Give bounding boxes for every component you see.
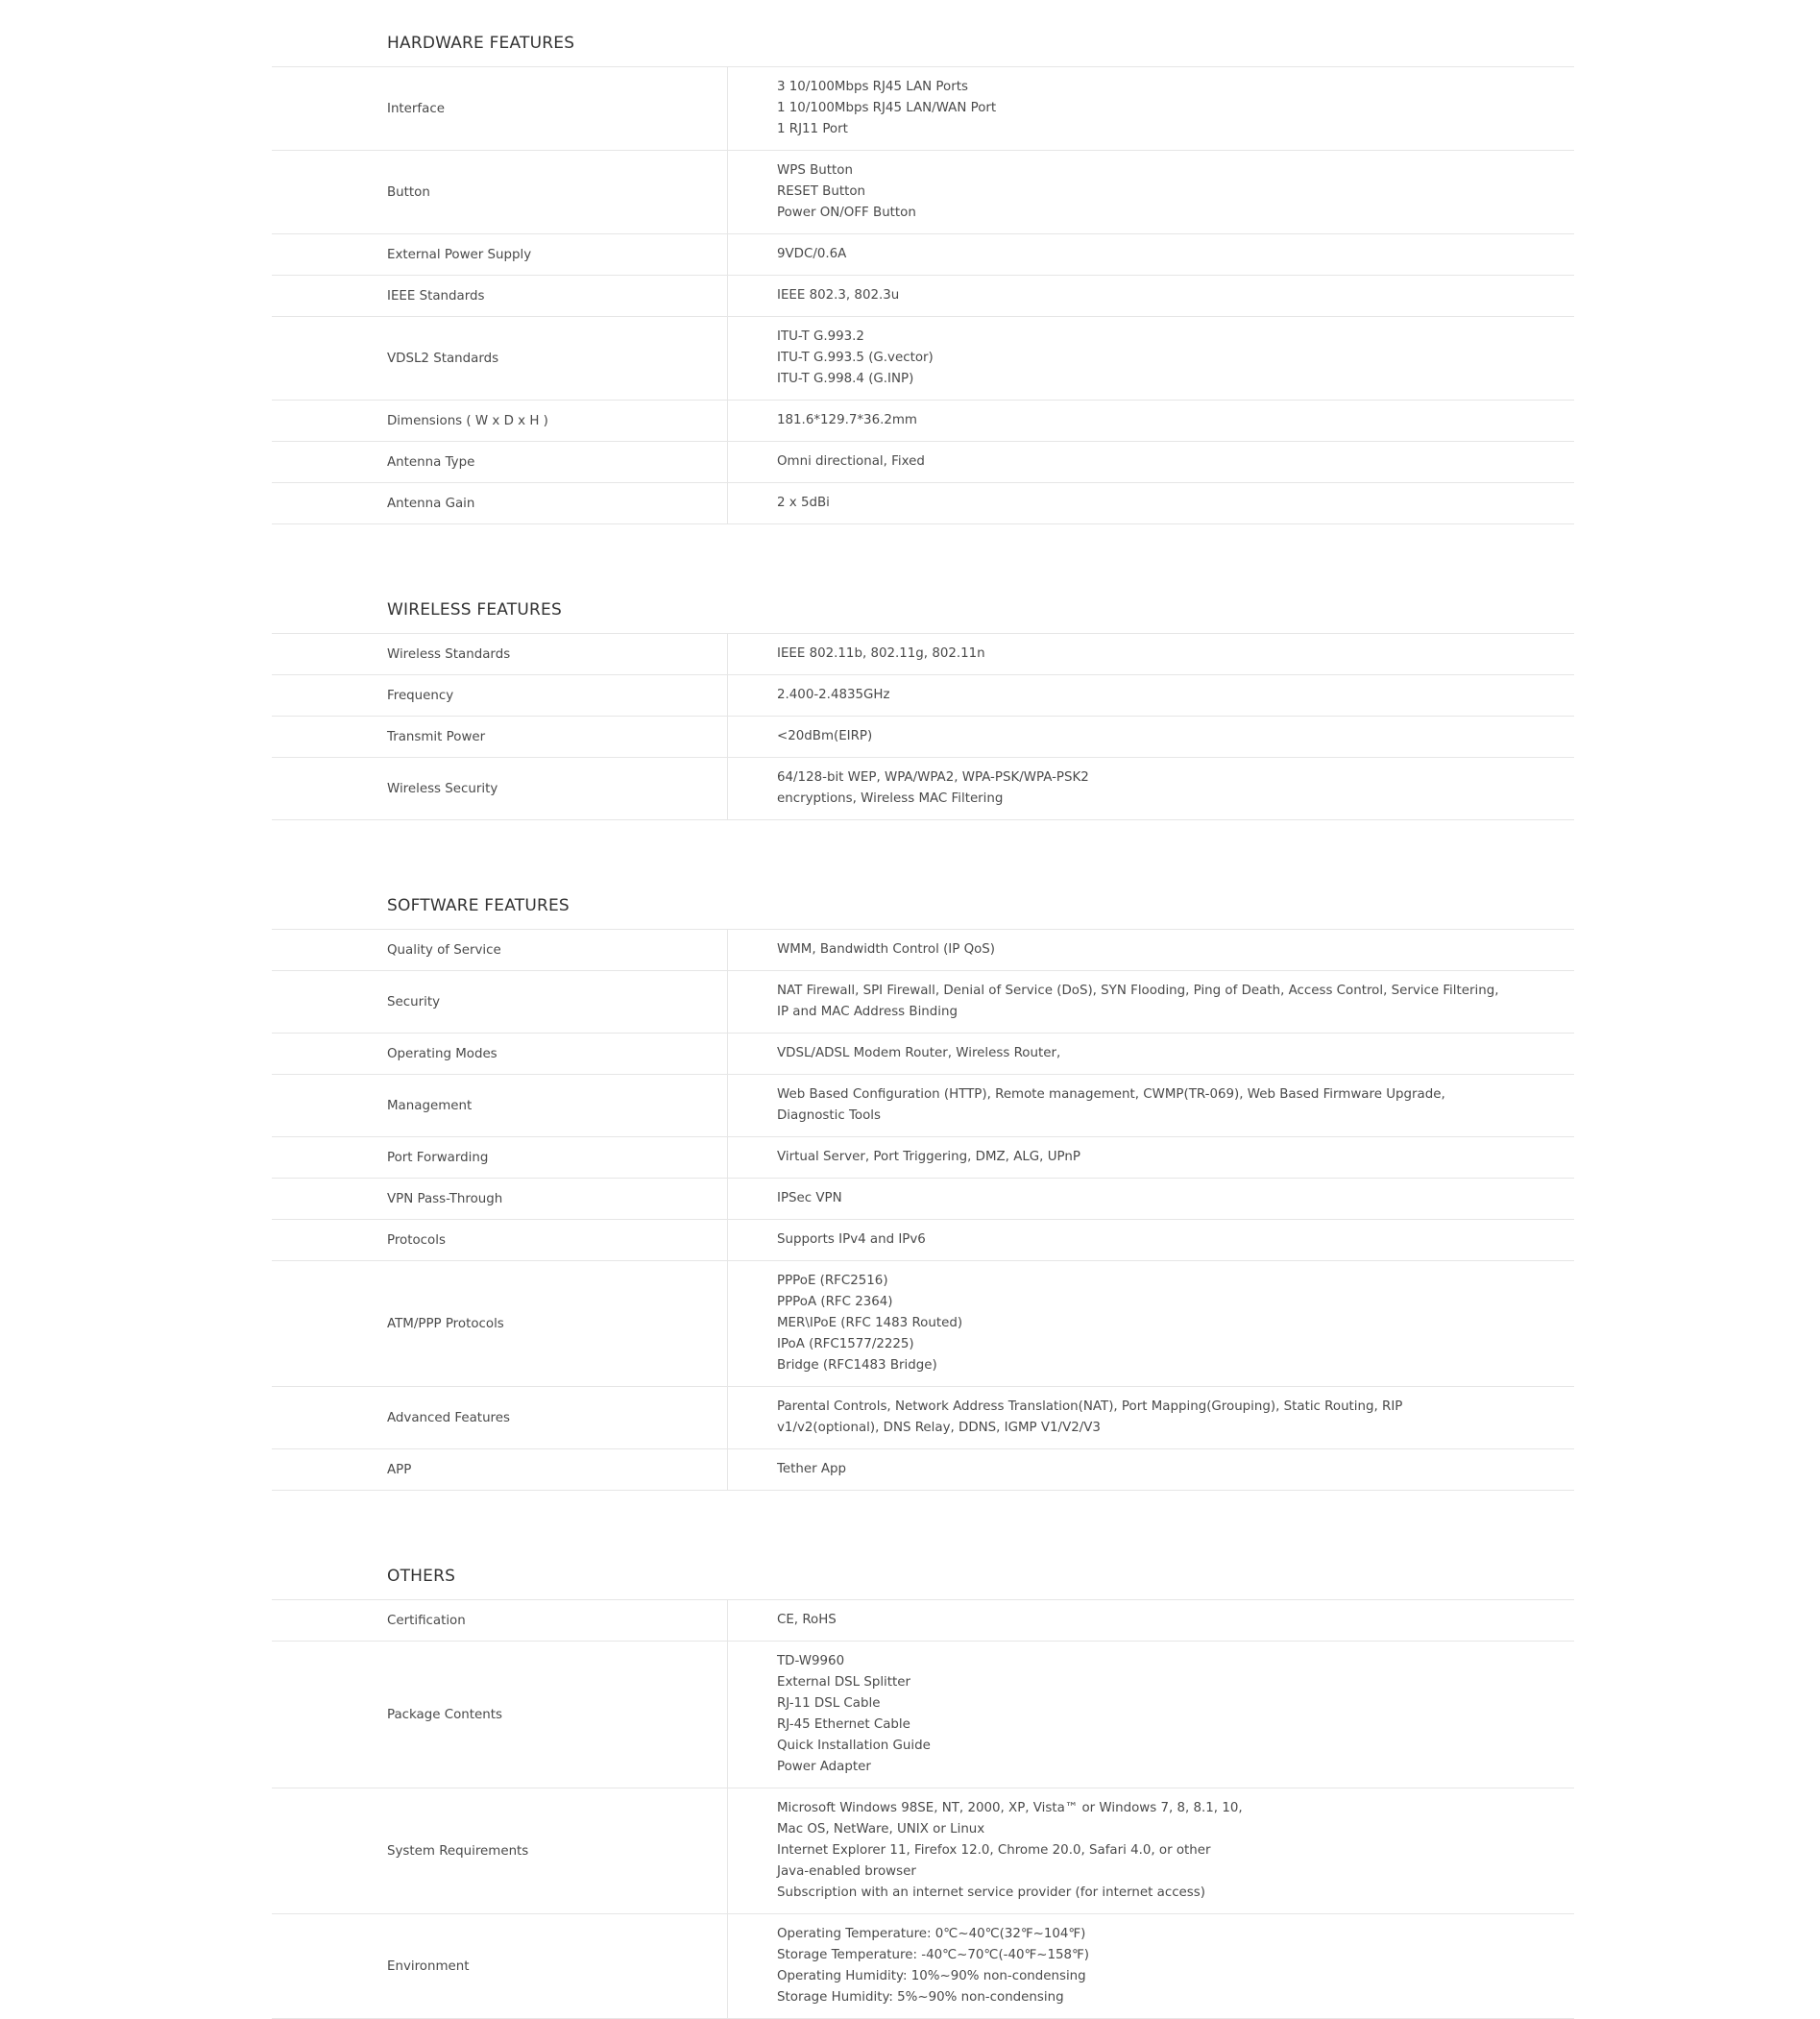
spec-value-line: RJ-11 DSL Cable (777, 1696, 881, 1711)
spec-row (272, 483, 1574, 524)
spec-row (272, 234, 1574, 276)
spec-value (728, 317, 1574, 400)
spec-value-line: PPPoA (RFC 2364) (777, 1295, 893, 1309)
spec-label: Advanced Features (272, 1387, 728, 1448)
spec-row (272, 442, 1574, 483)
spec-value (728, 930, 1574, 970)
spec-value-line: <20dBm(EIRP) (777, 729, 873, 743)
spec-value (728, 1034, 1574, 1074)
spec-value (728, 1179, 1574, 1219)
spec-value-line: Operating Temperature: 0℃~40℃(32℉~104℉) (777, 1927, 1086, 1941)
spec-value (728, 758, 1574, 819)
spec-label: Security (272, 971, 728, 1033)
spec-value-line: 9VDC/0.6A (777, 247, 847, 261)
spec-value-line: 64/128-bit WEP, WPA/WPA2, WPA-PSK/WPA-PSK2 (777, 770, 1089, 785)
spec-row (272, 634, 1574, 675)
spec-value (728, 442, 1574, 482)
spec-value-line: Parental Controls, Network Address Translation(NAT), Port Mapping(Grouping), Static Routing, RIP (777, 1399, 1403, 1414)
spec-row (272, 1034, 1574, 1075)
spec-section (272, 1533, 1574, 2019)
spec-value (728, 67, 1574, 150)
spec-value-line: WPS Button (777, 163, 853, 178)
spec-row (272, 1600, 1574, 1642)
spec-label: System Requirements (272, 1788, 728, 1913)
spec-row (272, 1220, 1574, 1261)
spec-row (272, 317, 1574, 401)
spec-value (728, 1075, 1574, 1136)
spec-value (728, 276, 1574, 316)
spec-value-line: Mac OS, NetWare, UNIX or Linux (777, 1822, 985, 1837)
spec-value (728, 151, 1574, 233)
spec-value (728, 401, 1574, 441)
spec-value-line: Omni directional, Fixed (777, 454, 925, 469)
spec-value-line: RESET Button (777, 184, 866, 199)
spec-value (728, 1600, 1574, 1641)
spec-value-line: VDSL/ADSL Modem Router, Wireless Router, (777, 1046, 1061, 1060)
section-title: OTHERS (272, 1533, 1574, 1600)
spec-value-line: IP and MAC Address Binding (777, 1005, 958, 1019)
spec-row (272, 1914, 1574, 2019)
spec-value-line: Quick Installation Guide (777, 1739, 931, 1753)
spec-value (728, 1449, 1574, 1490)
spec-value-line: Storage Humidity: 5%~90% non-condensing (777, 1990, 1064, 2005)
spec-label: Frequency (272, 675, 728, 716)
spec-value-line: Diagnostic Tools (777, 1108, 881, 1123)
spec-label: Package Contents (272, 1642, 728, 1788)
spec-value-line: Virtual Server, Port Triggering, DMZ, ALG, UPnP (777, 1150, 1080, 1164)
spec-row (272, 1137, 1574, 1179)
spec-value-line: WMM, Bandwidth Control (IP QoS) (777, 942, 996, 957)
spec-section (272, 567, 1574, 820)
spec-value-line: 2.400-2.4835GHz (777, 688, 890, 702)
spec-row (272, 758, 1574, 820)
spec-row (272, 401, 1574, 442)
spec-value-line: 1 10/100Mbps RJ45 LAN/WAN Port (777, 101, 997, 115)
spec-value-line: CE, RoHS (777, 1613, 837, 1627)
spec-row (272, 1642, 1574, 1788)
spec-row (272, 1261, 1574, 1387)
spec-value-line: MER\IPoE (RFC 1483 Routed) (777, 1316, 963, 1330)
spec-section (272, 0, 1574, 524)
spec-value-line: Supports IPv4 and IPv6 (777, 1232, 926, 1247)
spec-value-line: PPPoE (RFC2516) (777, 1274, 888, 1288)
spec-row (272, 1788, 1574, 1914)
spec-value-line: Tether App (777, 1462, 847, 1476)
spec-value (728, 1642, 1574, 1788)
section-title: SOFTWARE FEATURES (272, 863, 1574, 930)
spec-value-line: 2 x 5dBi (777, 496, 830, 510)
spec-value-line: RJ-45 Ethernet Cable (777, 1717, 910, 1732)
spec-value-line: IPSec VPN (777, 1191, 842, 1205)
spec-value-line: v1/v2(optional), DNS Relay, DDNS, IGMP V1/V2/V3 (777, 1421, 1101, 1435)
spec-row (272, 151, 1574, 234)
spec-value-line: TD-W9960 (777, 1654, 845, 1668)
spec-value-line: 3 10/100Mbps RJ45 LAN Ports (777, 80, 968, 94)
spec-value-line: Power Adapter (777, 1760, 871, 1774)
spec-label: Operating Modes (272, 1034, 728, 1074)
spec-row (272, 1387, 1574, 1449)
spec-value-line: IEEE 802.11b, 802.11g, 802.11n (777, 646, 985, 661)
spec-value (728, 675, 1574, 716)
spec-label: Interface (272, 67, 728, 150)
spec-value-line: Java-enabled browser (777, 1864, 916, 1879)
spec-value-line: IPoA (RFC1577/2225) (777, 1337, 914, 1351)
spec-label: APP (272, 1449, 728, 1490)
spec-value-line: 1 RJ11 Port (777, 122, 848, 136)
spec-value-line: Microsoft Windows 98SE, NT, 2000, XP, Vista™ or Windows 7, 8, 8.1, 10, (777, 1801, 1243, 1815)
spec-label: Management (272, 1075, 728, 1136)
spec-value-line: Subscription with an internet service provider (for internet access) (777, 1885, 1205, 1900)
spec-value (728, 717, 1574, 757)
spec-label: Button (272, 151, 728, 233)
spec-row (272, 276, 1574, 317)
spec-row (272, 1179, 1574, 1220)
spec-row (272, 717, 1574, 758)
spec-value-line: NAT Firewall, SPI Firewall, Denial of Service (DoS), SYN Flooding, Ping of Death, Access Control, Service Filtering, (777, 984, 1499, 998)
spec-value (728, 1220, 1574, 1260)
spec-row (272, 1075, 1574, 1137)
section-title: WIRELESS FEATURES (272, 567, 1574, 634)
spec-row (272, 67, 1574, 151)
spec-label: IEEE Standards (272, 276, 728, 316)
spec-value-line: Storage Temperature: -40℃~70℃(-40℉~158℉) (777, 1948, 1090, 1962)
spec-value-line: Bridge (RFC1483 Bridge) (777, 1358, 937, 1373)
specifications-table (272, 0, 1574, 2019)
spec-label: VDSL2 Standards (272, 317, 728, 400)
spec-value-line: ITU-T G.993.2 (777, 329, 864, 344)
spec-section (272, 863, 1574, 1491)
spec-row (272, 675, 1574, 717)
spec-label: Protocols (272, 1220, 728, 1260)
spec-value-line: Power ON/OFF Button (777, 206, 916, 220)
spec-row (272, 971, 1574, 1034)
spec-label: Transmit Power (272, 717, 728, 757)
spec-value-line: ITU-T G.993.5 (G.vector) (777, 351, 934, 365)
spec-label: Antenna Type (272, 442, 728, 482)
section-title: HARDWARE FEATURES (272, 0, 1574, 67)
spec-label: Dimensions ( W x D x H ) (272, 401, 728, 441)
spec-value-line: ITU-T G.998.4 (G.INP) (777, 372, 914, 386)
spec-value-line: External DSL Splitter (777, 1675, 911, 1690)
spec-value-line: IEEE 802.3, 802.3u (777, 288, 900, 303)
spec-label: ATM/PPP Protocols (272, 1261, 728, 1386)
spec-label: VPN Pass-Through (272, 1179, 728, 1219)
spec-label: Certification (272, 1600, 728, 1641)
spec-row (272, 1449, 1574, 1491)
spec-label: Quality of Service (272, 930, 728, 970)
spec-value (728, 483, 1574, 523)
spec-label: External Power Supply (272, 234, 728, 275)
spec-value-line: encryptions, Wireless MAC Filtering (777, 791, 1004, 806)
spec-value (728, 1137, 1574, 1178)
spec-value (728, 1788, 1574, 1913)
spec-value-line: Internet Explorer 11, Firefox 12.0, Chrome 20.0, Safari 4.0, or other (777, 1843, 1211, 1858)
spec-value-line: Operating Humidity: 10%~90% non-condensing (777, 1969, 1086, 1983)
spec-value-line: Web Based Configuration (HTTP), Remote management, CWMP(TR-069), Web Based Firmware Upgrade, (777, 1087, 1445, 1102)
spec-label: Port Forwarding (272, 1137, 728, 1178)
spec-value (728, 1261, 1574, 1386)
spec-label: Wireless Standards (272, 634, 728, 674)
spec-value-line: 181.6*129.7*36.2mm (777, 413, 917, 427)
spec-label: Wireless Security (272, 758, 728, 819)
spec-value (728, 1914, 1574, 2018)
spec-label: Environment (272, 1914, 728, 2018)
spec-value (728, 234, 1574, 275)
spec-value (728, 971, 1574, 1033)
spec-value (728, 1387, 1574, 1448)
spec-row (272, 930, 1574, 971)
spec-value (728, 634, 1574, 674)
spec-label: Antenna Gain (272, 483, 728, 523)
